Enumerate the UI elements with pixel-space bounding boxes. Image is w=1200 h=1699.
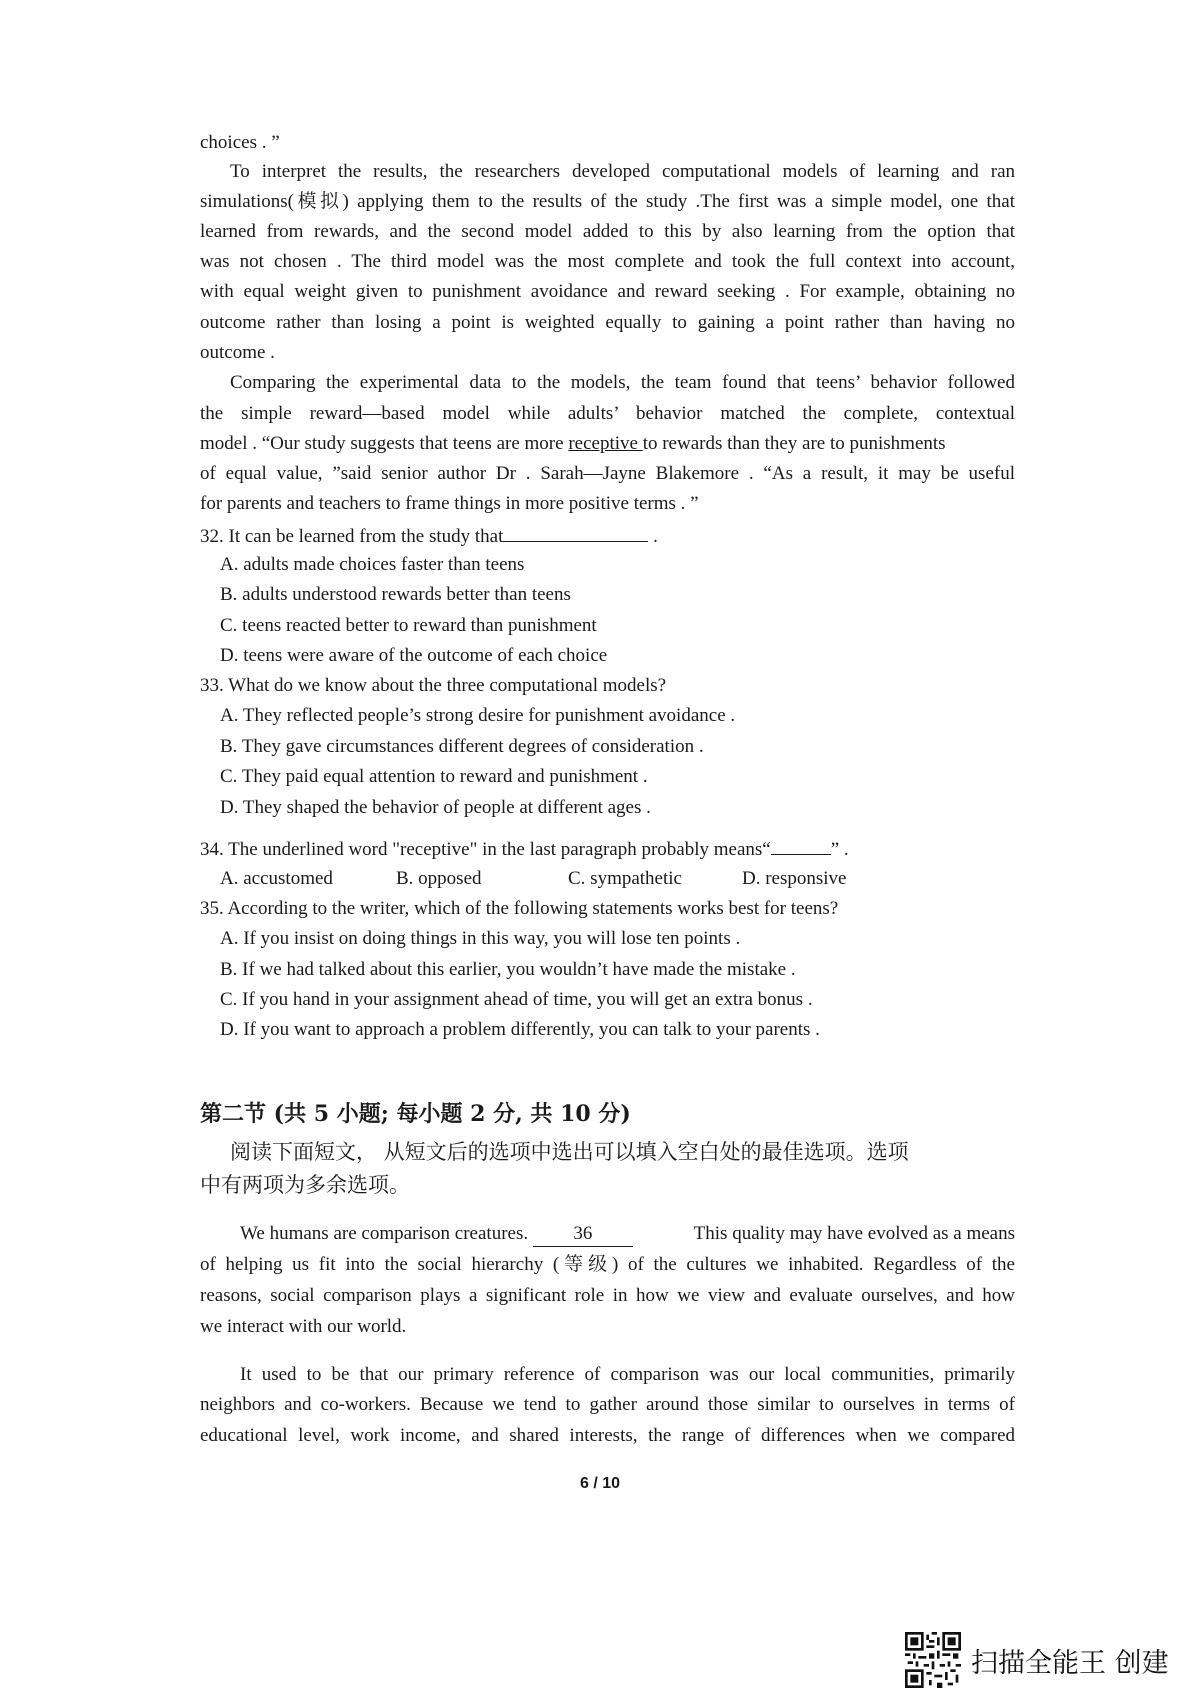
passage-line: It used to be that our primary reference of comparison was our local communities, primarily [240, 1364, 1015, 1385]
text-run [240, 1222, 633, 1247]
option-32-d: D. teens were aware of the outcome of each choice [220, 645, 608, 666]
question-32-stem [200, 523, 658, 549]
passage-line: outcome rather than losing a point is weighted equally to gaining a point rather than having no [200, 312, 1015, 333]
option-32-a: A. adults made choices faster than teens [220, 554, 525, 575]
text-run: We humans are comparison creatures. [240, 1223, 533, 1244]
option-34-d: D. responsive [742, 868, 847, 889]
option-32-b: B. adults understood rewards better than teens [220, 584, 571, 605]
text-run: This quality may have evolved as a means [693, 1223, 1015, 1244]
option-35-b: B. If we had talked about this earlier, you wouldn’t have made the mistake . [220, 959, 796, 980]
text-run: to rewards than they are to punishments [642, 433, 946, 454]
blank-36: 36 [533, 1222, 633, 1247]
question-35-stem: 35. According to the writer, which of the following statements works best for teens? [200, 898, 839, 919]
option-32-c: C. teens reacted better to reward than punishment [220, 615, 597, 636]
option-33-c: C. They paid equal attention to reward and punishment . [220, 766, 648, 787]
question-text: 34. The underlined word "receptive" in the last paragraph probably means“ [200, 839, 771, 860]
passage-line: we interact with our world. [200, 1316, 407, 1337]
option-34-a: A. accustomed [220, 868, 333, 889]
passage-line: outcome . [200, 342, 275, 363]
passage-line: simulations(模拟) applying them to the results of the study .The first was a simple model, one that [200, 191, 1015, 212]
passage-line [240, 1222, 1015, 1247]
scanner-watermark [905, 1632, 1169, 1688]
section-instruction: 阅读下面短文， 从短文后的选项中选出可以填入空白处的最佳选项。选项 [230, 1140, 909, 1164]
option-35-a: A. If you insist on doing things in this way, you will lose ten points . [220, 928, 741, 949]
question-text: 32. It can be learned from the study that [200, 526, 504, 547]
question-tail: . [648, 526, 658, 547]
passage-line: choices . ” [200, 132, 280, 153]
option-34-c: C. sympathetic [568, 868, 682, 889]
passage-line: Comparing the experimental data to the models, the team found that teens’ behavior followed [230, 372, 1015, 393]
watermark-text: 扫描全能王 创建 [971, 1647, 1169, 1679]
option-row-34 [220, 867, 920, 891]
option-33-a: A. They reflected people’s strong desire for punishment avoidance . [220, 705, 736, 726]
passage-line: of equal value, ”said senior author Dr . Sarah—Jayne Blakemore . “As a result, it may be useful [200, 463, 1015, 484]
passage-line: with equal weight given to punishment avoidance and reward seeking . For example, obtaining no [200, 281, 1015, 302]
answer-blank [503, 523, 648, 542]
section-heading: 第二节 (共 5 小题; 每小题 2 分, 共 10 分) [200, 1101, 631, 1127]
question-tail: ” . [830, 839, 849, 860]
section-instruction: 中有两项为多余选项。 [200, 1173, 410, 1197]
passage-line [200, 432, 946, 456]
option-35-c: C. If you hand in your assignment ahead of time, you will get an extra bonus . [220, 989, 813, 1010]
text-run: model . “Our study suggests that teens are more [200, 433, 569, 454]
passage-line: educational level, work income, and shared interests, the range of differences when we compared [200, 1425, 1015, 1446]
passage-line: for parents and teachers to frame things in more positive terms . ” [200, 493, 699, 514]
passage-line: neighbors and co-workers. Because we tend to gather around those similar to ourselves in terms of [200, 1394, 1015, 1415]
option-33-b: B. They gave circumstances different degrees of consideration . [220, 736, 704, 757]
passage-line: the simple reward—based model while adults’ behavior matched the complete, contextual [200, 403, 1015, 424]
passage-line: of helping us fit into the social hierarchy (等级) of the cultures we inhabited. Regardless of the [200, 1254, 1015, 1275]
passage-line: was not chosen . The third model was the most complete and took the full context into account, [200, 251, 1015, 272]
answer-blank [771, 836, 831, 855]
underlined-word-receptive: receptive [568, 433, 643, 454]
page-number: 6 / 10 [579, 1475, 621, 1492]
qr-code-icon [905, 1632, 961, 1688]
option-33-d: D. They shaped the behavior of people at different ages . [220, 797, 651, 818]
passage-line: reasons, social comparison plays a significant role in how we view and evaluate ourselves, and how [200, 1285, 1015, 1306]
question-34-stem [200, 836, 849, 862]
option-35-d: D. If you want to approach a problem differently, you can talk to your parents . [220, 1019, 820, 1040]
passage-line: To interpret the results, the researchers developed computational models of learning and ran [230, 161, 1015, 182]
passage-line: learned from rewards, and the second model added to this by also learning from the option that [200, 221, 1015, 242]
question-33-stem: 33. What do we know about the three computational models? [200, 675, 667, 696]
option-34-b: B. opposed [396, 868, 482, 889]
